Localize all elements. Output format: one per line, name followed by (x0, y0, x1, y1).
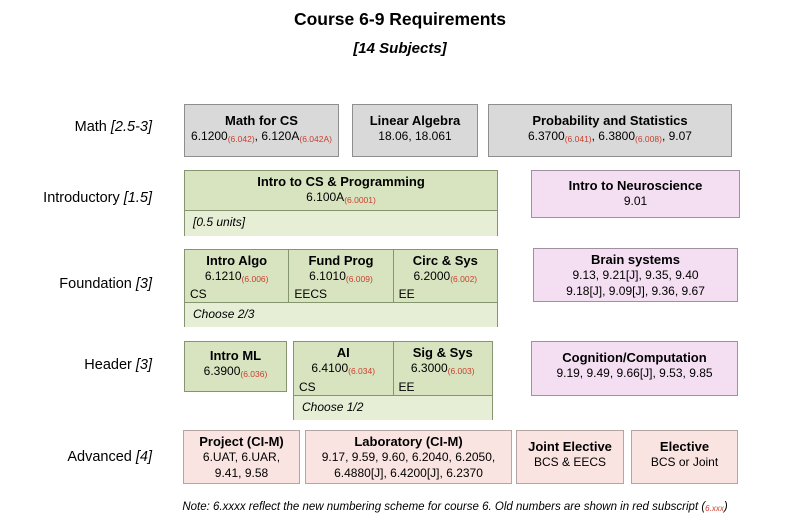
row-label-header (0, 357, 152, 373)
course-numbers: 6.UAT, 6.UAR, (202, 450, 281, 465)
old-course-number: (6.0001) (344, 195, 376, 206)
course-number-text: 6.1200 (191, 129, 228, 144)
row-label-units: [3] (135, 276, 152, 292)
cell-ai (294, 342, 393, 395)
header-cells (294, 342, 492, 395)
box-foundation-group (184, 249, 498, 327)
box-title: Intro Algo (206, 253, 268, 268)
box-intro-neuroscience (531, 170, 740, 218)
course-number-text: 6.1210 (204, 269, 242, 284)
box-intro-ml (184, 341, 287, 392)
course-number-text: 18.06, 18.061 (378, 129, 452, 144)
box-title: Probability and Statistics (532, 113, 688, 128)
course-numbers (185, 129, 338, 145)
course-number-text: , 6.120A (254, 129, 300, 144)
course-number-text: 6.3900 (203, 364, 241, 379)
box-title: Math for CS (225, 113, 298, 128)
choose-note: Choose 1/2 (294, 395, 492, 420)
row-label-math (0, 119, 152, 135)
box-title: Laboratory (CI-M) (354, 434, 463, 449)
box-main-section (185, 171, 497, 210)
row-label-units: [4] (135, 449, 152, 465)
course-number-text: 6.3700 (528, 129, 565, 144)
page-title: Course 6-9 Requirements (293, 9, 506, 29)
box-joint-elective (516, 430, 624, 484)
course-number-text: 6.2000 (413, 269, 451, 284)
course-numbers (185, 190, 497, 206)
choose-note: Choose 2/3 (185, 302, 497, 327)
row-label-text: Math (74, 119, 107, 135)
course-numbers (489, 129, 731, 145)
row-label-text: Introductory (43, 190, 120, 206)
course-numbers (185, 364, 286, 380)
footnote (110, 501, 800, 513)
page-subtitle: [14 Subjects] (353, 40, 447, 57)
course-number-text: , 9.07 (661, 129, 692, 144)
row-label-advanced (0, 449, 152, 465)
dept-tag: CS (190, 287, 207, 301)
dept-tag: EE (398, 287, 415, 301)
box-elective (631, 430, 738, 484)
cell-circ-sys (393, 250, 497, 302)
course-numbers: 9.41, 9.58 (214, 465, 269, 480)
course-number-text: 6.3000 (410, 361, 448, 376)
row-label-units: [2.5-3] (110, 119, 152, 135)
course-number-text: , 6.3800 (591, 129, 636, 144)
box-title: Brain systems (591, 252, 680, 267)
course-numbers (394, 361, 493, 377)
course-numbers: BCS & EECS (533, 455, 607, 470)
row-label-introductory (0, 190, 152, 206)
course-number-text: ) (723, 501, 728, 513)
box-title: Elective (659, 439, 710, 454)
course-numbers: 9.13, 9.21[J], 9.35, 9.40 (572, 268, 699, 283)
box-title: Intro to CS & Programming (257, 174, 425, 189)
cell-intro-algo (185, 250, 288, 302)
course-numbers (353, 129, 477, 145)
box-brain-systems (533, 248, 738, 302)
box-title: Intro ML (209, 348, 262, 363)
course-number-text: Note: 6.xxxx reflect the new numbering scheme for course 6. Old numbers are shown in red subscript ( (182, 501, 706, 513)
course-numbers: 9.18[J], 9.09[J], 9.36, 9.67 (566, 283, 705, 298)
course-numbers: 9.01 (623, 194, 648, 209)
old-course-number: (6.041) (564, 134, 592, 145)
box-linear-algebra (352, 104, 478, 157)
course-numbers: BCS or Joint (650, 455, 719, 470)
box-title: AI (336, 345, 350, 360)
dept-tag: EECS (294, 287, 328, 301)
box-math-for-cs (184, 104, 339, 157)
old-course-number: 6.xxx (705, 504, 724, 513)
course-numbers (185, 269, 288, 285)
dept-tag: EE (398, 380, 415, 394)
course-numbers (294, 361, 393, 377)
dept-tag: CS (299, 380, 316, 394)
row-label-text: Foundation (59, 276, 132, 292)
box-title: Linear Algebra (369, 113, 461, 128)
box-title: Circ & Sys (412, 253, 478, 268)
box-probability-statistics (488, 104, 732, 157)
course-numbers (289, 269, 392, 285)
old-course-number: (6.042A) (299, 134, 332, 145)
old-course-number: (6.034) (348, 366, 376, 377)
course-numbers: 9.19, 9.49, 9.66[J], 9.53, 9.85 (556, 366, 713, 381)
box-title: Project (CI-M) (199, 434, 284, 449)
row-label-units: [1.5] (123, 190, 152, 206)
units-note: [0.5 units] (185, 210, 497, 236)
cell-fund-prog (288, 250, 392, 302)
box-cognition-computation (531, 341, 738, 396)
cell-sig-sys (393, 342, 493, 395)
box-header-group (293, 341, 493, 420)
row-label-text: Advanced (67, 449, 132, 465)
old-course-number: (6.008) (635, 134, 662, 145)
course-number-text: 6.4100 (311, 361, 349, 376)
box-title: Fund Prog (308, 253, 374, 268)
row-label-units: [3] (135, 357, 152, 373)
course-numbers: 9.17, 9.59, 9.60, 6.2040, 6.2050, (321, 450, 496, 465)
old-course-number: (6.003) (447, 366, 475, 377)
old-course-number: (6.006) (241, 274, 269, 285)
old-course-number: (6.009) (345, 274, 373, 285)
foundation-cells (185, 250, 497, 302)
old-course-number: (6.036) (240, 369, 268, 380)
box-intro-cs-programming (184, 170, 498, 236)
box-title: Sig & Sys (412, 345, 473, 360)
course-numbers (394, 269, 497, 285)
course-numbers: 6.4880[J], 6.4200[J], 6.2370 (334, 465, 483, 480)
box-title: Joint Elective (528, 439, 612, 454)
row-label-text: Header (84, 357, 132, 373)
course-number-text: 6.100A (306, 190, 345, 205)
course-number-text: 6.1010 (309, 269, 346, 284)
old-course-number: (6.042) (227, 134, 255, 145)
box-title: Intro to Neuroscience (568, 178, 703, 193)
box-project-cim (183, 430, 300, 484)
old-course-number: (6.002) (450, 274, 478, 285)
box-title: Cognition/Computation (562, 350, 707, 365)
row-label-foundation (0, 276, 152, 292)
box-laboratory-cim (305, 430, 512, 484)
